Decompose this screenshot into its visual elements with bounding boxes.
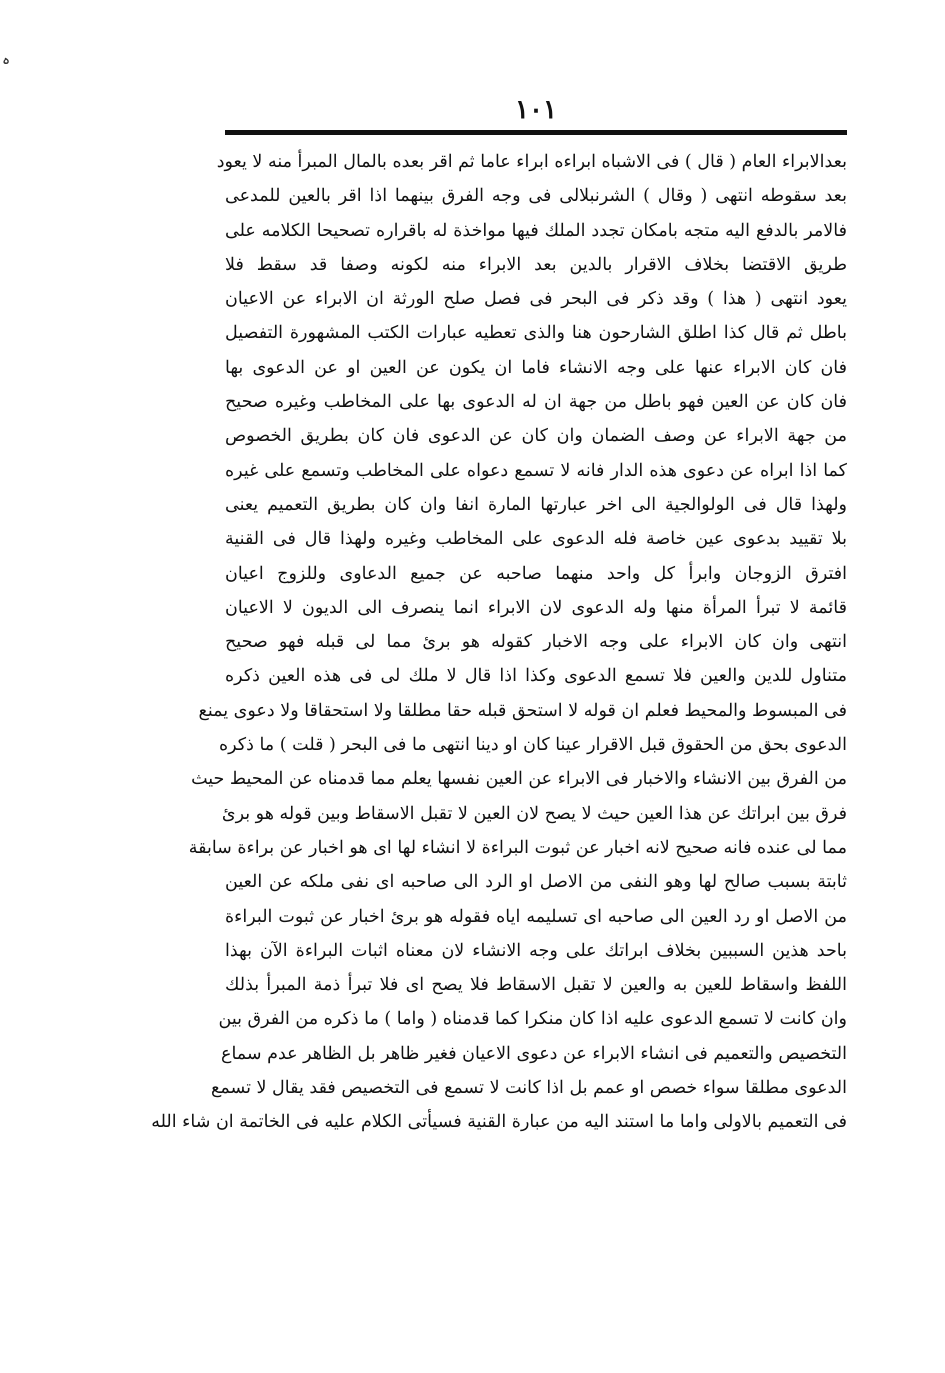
text-line: فالامر بالدفع اليه متجه بامكان تجدد الملك فيها مواخذة له باقراره تصحيحا الكلامه على (225, 220, 847, 241)
text-line: انتهى وان كان الابراء على وجه الاخبار كقوله هو برئ مما لى قبله فهو صحيح (225, 632, 847, 653)
text-line: الدعوى مطلقا سواء خصص او عمم بل اذا كانت لا تسمع فى التخصيص فقد يقال لا تسمع (211, 1078, 847, 1099)
text-line: بلا تقييد بدعوى عين خاصة فله الدعوى على المخاطب وغيره ولهذا قال فى القنية (225, 529, 847, 550)
text-line: فى التعميم بالاولى واما ما استند اليه من عبارة القنية فسيأتى الكلام عليه فى الخاتمة ان شاء الله (151, 1112, 847, 1133)
body-text (151, 145, 848, 1140)
text-line: باحد هذين السببين بخلاف ابراتك على وجه الانشاء لان معناه اثبات البراءة الآن بهذا (225, 940, 847, 961)
text-line: يعود انتهى ( هذا ) وقد ذكر فى البحر فى فصل صلح الورثة ان الابراء عن الاعيان (225, 289, 847, 310)
text-line: اللفظ واسقاط للعين به والعين لا تقبل الاسقاط فلا يصح اى فلا تبرأ ذمة المبرأ بذلك (225, 975, 847, 996)
text-line: متناول للدين والعين فلا تسمع الدعوى وكذا اذا قال لا ملك لى فى هذه العين ذكره (225, 666, 847, 687)
text-line: فان كان الابراء عنها على وجه الانشاء فاما ان يكون عن العين او عن الدعوى بها (225, 357, 847, 378)
page-number: ١٠١ (515, 95, 557, 125)
text-line: ثابتة بسبب صالح لها وهو النفى من الاصل او الرد الى صاحبه اى نفى ملكه عن العين (225, 872, 847, 893)
text-line: باطل ثم قال كذا اطلق الشارحون هنا والذى تعطيه عبارات الكتب المشهورة التفصيل (225, 323, 847, 344)
text-line: مما لى عنده فانه صحيح لانه اخبار عن ثبوت البراءة لا انشاء لها اى هو اخبار عن براءة سابقة (188, 837, 847, 858)
margin-mark: ہ (2, 52, 11, 68)
text-line: قائمة لا تبرأ المرأة منها وله الدعوى لان الابراء انما ينصرف الى الديون لا الاعيان (225, 597, 847, 618)
text-line: التخصيص والتعميم فى انشاء الابراء عن دعوى الاعيان فغير ظاهر بل الظاهر عدم سماع (221, 1043, 847, 1064)
text-line: فان كان عن العين فهو باطل من جهة ان له الدعوى بها على المخاطب وغيره صحيح (225, 392, 847, 413)
text-line: بعدالابراء العام ( قال ) فى الاشباه ابراءه ابراء عاما ثم اقر بعده بالمال المبرأ منه لا يعود (216, 152, 847, 172)
text-line: فى المبسوط والمحيط فعلم ان قوله لا استحق قبله حقا مطلقا ولا استحقاقا ولا دعوى يمنع (198, 700, 847, 721)
text-line: طريق الاقتضا بخلاف الاقرار بالدين بعد الابراء منه لكونه وصفا قد سقط فلا (225, 254, 847, 275)
text-line: فرق بين ابراتك عن هذا العين حيث لا يصح لان العين لا تقبل الاسقاط وبين قوله هو برئ (221, 803, 847, 824)
text-line: من جهة الابراء عن وصف الضمان وان كان عن الدعوى فان كان بطريق الخصوص (225, 426, 848, 447)
text-line: الدعوى بحق من الحقوق قبل الاقرار عينا كان او دينا انتهى ما فى البحر ( قلت ) ما ذكره (218, 735, 847, 756)
text-line: من الاصل او رد العين الى صاحبه اى تسليمه اياه فقوله هو برئ اخبار عن ثبوت البراءة (225, 906, 847, 927)
text-line: من الفرق بين الانشاء والاخبار فى الابراء عن العين نفسها يعلم مما قدمناه عن المحيط حيث (191, 769, 847, 790)
header-rule (225, 130, 847, 135)
text-line: كما اذا ابراه عن دعوى هذه الدار فانه لا تسمع دعواه على المخاطب وتسمع على غيره (225, 460, 847, 481)
text-line: بعد سقوطه انتهى ( وقال ) الشرنبلالى فى وجه الفرق بينهما اذا اقر بالعين للمدعى (225, 186, 847, 207)
text-line: ولهذا قال فى الولوالجية الى اخر عبارتها المارة انفا وان كان بطريق التعميم يعنى (225, 494, 847, 515)
text-line: وان كانت لا تسمع الدعوى عليه اذا كان منكرا كما قدمناه ( واما ) ما ذكره من الفرق بين (218, 1009, 847, 1030)
text-line: افترق الزوجان وابرأ كل واحد منهما صاحبه عن جميع الدعاوى وللزوج اعيان (225, 563, 847, 584)
book-page (151, 92, 848, 1140)
